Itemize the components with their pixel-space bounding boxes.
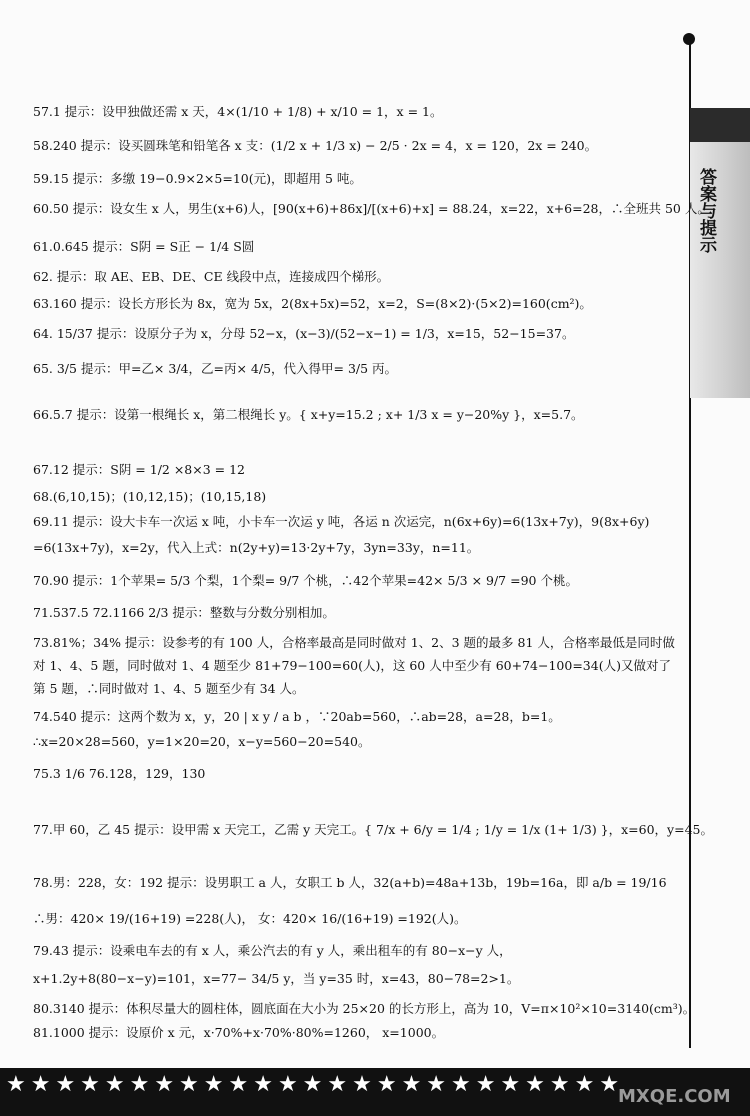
watermark: MXQE.COM — [618, 1086, 731, 1107]
answer-line: 77.甲 60，乙 45 提示：设甲需 x 天完工，乙需 y 天完工。{ 7/x + 6/y = 1/4 ; 1/y = 1/x (1+ 1/3) }，x=60，y=45。 — [33, 822, 713, 837]
answer-line: 64. 15/37 提示：设原分子为 x，分母 52−x，(x−3)/(52−x−1) = 1/3，x=15，52−15=37。 — [33, 326, 575, 341]
answer-line: 65. 3/5 提示：甲=乙× 3/4，乙=丙× 4/5，代入得甲= 3/5 丙。 — [33, 361, 398, 376]
answer-line: 78.男：228，女：192 提示：设男职工 a 人，女职工 b 人，32(a+b)=48a+13b，19b=16a，即 a/b = 19/16 — [33, 875, 667, 890]
answer-line: 73.81%；34% 提示：设参考的有 100 人，合格率最高是同时做对 1、2、3 题的最多 81 人，合格率最低是同时做 — [33, 635, 675, 650]
answer-line: 67.12 提示：S阴 = 1/2 ×8×3 = 12 — [33, 462, 246, 477]
answer-line: 74.540 提示：这两个数为 x，y，20 | x y / a b ，∵20ab=560，∴ab=28，a=28，b=1。 — [33, 709, 561, 724]
answer-line: 70.90 提示：1个苹果= 5/3 个梨，1个梨= 9/7 个桃，∴42个苹果=42× 5/3 × 9/7 =90 个桃。 — [33, 573, 578, 588]
footer-star-row: ★★★★★★★★★★★★★★★★★★★★★★★★★ — [6, 1072, 625, 1097]
answer-line: 第 5 题，∴同时做对 1、4、5 题至少有 34 人。 — [33, 681, 305, 696]
answer-line: 60.50 提示：设女生 x 人，男生(x+6)人，[90(x+6)+86x]/[(x+6)+x] = 88.24，x=22，x+6=28，∴全班共 50 人。 — [33, 201, 710, 216]
answer-line: x+1.2y+8(80−x−y)=101，x=77− 34/5 y，当 y=35 时，x=43，80−78=2>1。 — [33, 971, 520, 986]
answer-line: 69.11 提示：设大卡车一次运 x 吨，小卡车一次运 y 吨，各运 n 次运完，n(6x+6y)=6(13x+7y)，9(8x+6y) — [33, 514, 650, 529]
answer-line: 62. 提示：取 AE、EB、DE、CE 线段中点，连接成四个梯形。 — [33, 269, 390, 284]
sidebar-label: 答案与提示 — [696, 168, 716, 253]
answer-line: 79.43 提示：设乘电车去的有 x 人，乘公汽去的有 y 人，乘出租车的有 80−x−y 人， — [33, 943, 512, 958]
answer-line: 对 1、4、5 题，同时做对 1、4 题至少 81+79−100=60(人)，这 60 人中至少有 60+74−100=34(人)又做对了 — [33, 658, 671, 673]
answer-line: 80.3140 提示：体积尽量大的圆柱体，圆底面在大小为 25×20 的长方形上，高为 10，V=π×10²×10=3140(cm³)。 — [33, 1001, 696, 1016]
answer-line: 63.160 提示：设长方形长为 8x，宽为 5x，2(8x+5x)=52，x=2，S=(8×2)·(5×2)=160(cm²)。 — [33, 296, 592, 311]
answer-line: 58.240 提示：设买圆珠笔和铅笔各 x 支：(1/2 x + 1/3 x) − 2/5 · 2x = 4，x = 120，2x = 240。 — [33, 138, 598, 153]
answer-line: 61.0.645 提示：S阴 = S正 − 1/4 S圆 — [33, 239, 255, 254]
answer-line: ∴男：420× 19/(16+19) =228(人)， 女：420× 16/(16+19) =192(人)。 — [33, 911, 467, 926]
answer-line: 68.(6,10,15)；(10,12,15)；(10,15,18) — [33, 489, 267, 504]
answer-line: ∴x=20×28=560，y=1×20=20，x−y=560−20=540。 — [33, 734, 371, 749]
sidebar-tab — [690, 108, 750, 398]
sidebar-tab-header — [690, 108, 750, 142]
answer-line: 57.1 提示：设甲独做还需 x 天，4×(1/10 + 1/8) + x/10 = 1，x = 1。 — [33, 104, 443, 119]
answer-line: 66.5.7 提示：设第一根绳长 x，第二根绳长 y。{ x+y=15.2 ; x+ 1/3 x = y−20%y }，x=5.7。 — [33, 407, 584, 422]
answer-line: =6(13x+7y)，x=2y，代入上式：n(2y+y)=13·2y+7y，3yn=33y，n=11。 — [33, 540, 480, 555]
answer-line: 75.3 1/6 76.128，129，130 — [33, 766, 206, 781]
answer-line: 59.15 提示：多缴 19−0.9×2×5=10(元)，即超用 5 吨。 — [33, 171, 362, 186]
answer-line: 81.1000 提示：设原价 x 元，x·70%+x·70%·80%=1260， x=1000。 — [33, 1025, 445, 1040]
answer-line: 71.537.5 72.1166 2/3 提示：整数与分数分别相加。 — [33, 605, 335, 620]
